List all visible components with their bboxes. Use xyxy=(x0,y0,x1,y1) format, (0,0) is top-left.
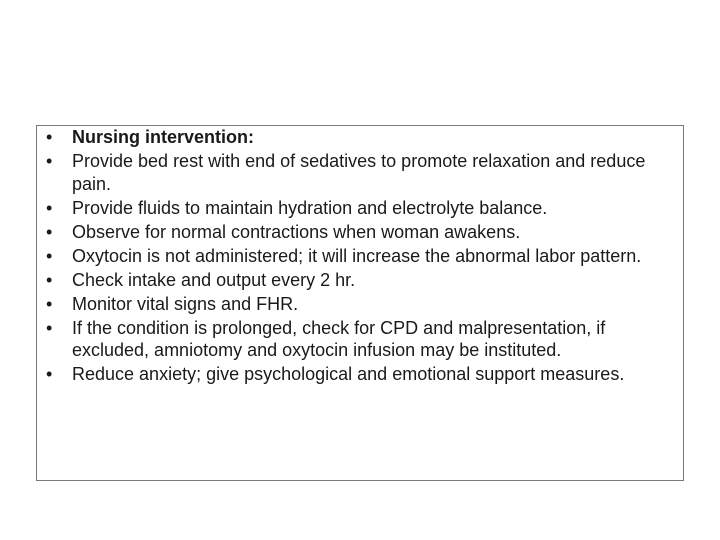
list-item-heading xyxy=(42,126,678,149)
list-item xyxy=(42,363,678,386)
bullet-list xyxy=(42,126,678,387)
list-item xyxy=(42,221,678,244)
list-item-text: Monitor vital signs and FHR. xyxy=(72,293,299,314)
list-item-text: If the condition is prolonged, check for CPD and malpresentation, if excluded, amniotomy and oxytocin infusion may be instituted. xyxy=(72,317,606,360)
list-item xyxy=(42,269,678,292)
list-item xyxy=(42,245,678,268)
heading-text: Nursing intervention: xyxy=(72,127,255,147)
list-item-text: Reduce anxiety; give psychological and emotional support measures. xyxy=(72,364,625,384)
list-item-text: Provide fluids to maintain hydration and electrolyte balance. xyxy=(72,197,548,218)
list-item xyxy=(42,197,678,220)
content-text-box xyxy=(36,125,684,481)
list-item-text: Observe for normal contractions when woman awakens. xyxy=(72,221,521,242)
list-item xyxy=(42,150,678,195)
list-item xyxy=(42,293,678,316)
list-item-text: Oxytocin is not administered; it will increase the abnormal labor pattern. xyxy=(72,245,642,266)
list-item-text: Provide bed rest with end of sedatives to promote relaxation and reduce pain. xyxy=(72,151,646,194)
list-item-text: Check intake and output every 2 hr. xyxy=(72,269,356,290)
list-item xyxy=(42,317,678,362)
